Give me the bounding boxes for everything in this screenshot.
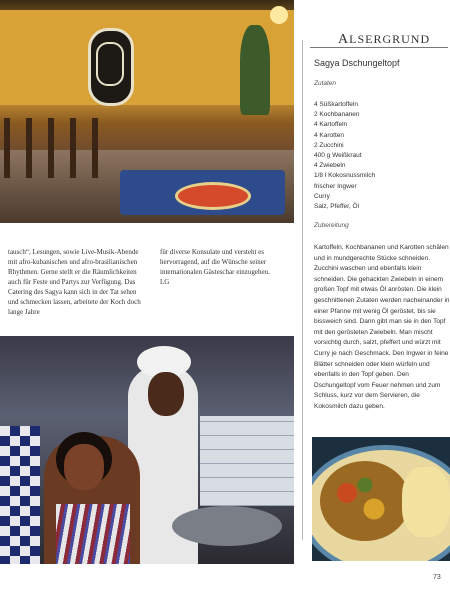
ingredient-item: 4 Zwiebeln <box>314 162 346 170</box>
article-column-2-text: für diverse Konsulate und versteht es hervorragend, auf die Wünsche seiner internationalen Gästeschar einzugehen. <box>160 248 270 276</box>
wall-tiles <box>200 416 294 506</box>
ingredient-item: 2 Kochbananen <box>314 111 360 119</box>
page-number: 73 <box>433 574 441 581</box>
column-divider <box>302 40 303 540</box>
african-mask-inner <box>96 42 124 86</box>
jungle-stew <box>320 461 410 541</box>
ingredient-item: Curry <box>314 192 330 200</box>
ingredient-item: 4 Karotten <box>314 131 344 139</box>
article-column-1: tausch“, Lesungen, sowie Live-Musik-Abende mit afro-kubanischen und afro-brasilianischen Rhythmen. Gerne stellt er die Räumlichkeiten auch für Feste und Partys zur Verfügung. Das Catering des Sagya kann sich in der Tat sehen und schmecken lassen, arbeitete der Koch doch lange Jahre <box>8 248 141 316</box>
ingredients-list <box>314 100 375 212</box>
ingredients-label: Zutaten <box>314 80 337 87</box>
recipe-title: Sagya Dschungeltopf <box>314 58 400 68</box>
ingredient-item: 1/8 l Kokosnussmilch <box>314 172 376 180</box>
dining-table <box>120 170 285 215</box>
section-title-rest: LSERGRUND <box>349 32 431 46</box>
section-rule <box>310 47 448 48</box>
ingredient-item: Salz, Pfeffer, Öl <box>314 203 360 211</box>
article-column-2 <box>160 247 295 287</box>
preparation-label: Zubereitung <box>314 222 349 229</box>
checkered-tiles <box>0 426 40 564</box>
ingredient-item: frischer Ingwer <box>314 182 357 190</box>
table-cloth-pattern <box>175 182 251 210</box>
section-title-first-letter: A <box>338 32 350 47</box>
cooking-pan <box>172 506 282 546</box>
food-photo <box>312 437 450 561</box>
ingredient-item: 400 g Weißkraut <box>314 152 362 160</box>
rice-side <box>402 467 450 537</box>
preparation-text: Kartoffeln, Kochbananen und Karotten schälen und in mundgerechte Stücke schneiden. Zucchini waschen und ebenfalls klein schneiden. Die gehackten Zwiebeln in einem großen Topf mit etwas Öl anrösten. Die klein geschnittenen Zutaten werden nacheinander in einer Pfanne mit wenig Öl geröstet, bis sie bissweich sind. Dann gibt man sie in den Topf mit den gerösteten Zwiebeln. Man mischt vorsichtig durch, salzt, pfeffert und würzt mit Curry je nach Geschmack. Den Ingwer in feine Blätter schneiden oder klein würfeln und ebenfalls in den Topf geben. Den Dschungeltopf vom Feuer nehmen und zum Schluss, kurz vor dem Servieren, die Kokosmilch dazu geben. <box>314 244 450 410</box>
kitchen-photo <box>0 336 294 564</box>
striped-dress <box>56 504 130 564</box>
ingredient-item: 4 Kartoffeln <box>314 121 348 129</box>
restaurant-photo <box>0 0 294 223</box>
cook-face <box>148 372 184 416</box>
ingredient-item: 4 Süßkartoffeln <box>314 101 358 108</box>
chairs <box>4 118 114 178</box>
ingredient-item: 2 Zucchini <box>314 141 344 149</box>
article-signature: LG <box>160 278 170 286</box>
section-title <box>338 32 430 48</box>
woman-face <box>64 444 104 490</box>
ceiling-lamp <box>270 6 288 24</box>
potted-plant <box>240 25 270 115</box>
